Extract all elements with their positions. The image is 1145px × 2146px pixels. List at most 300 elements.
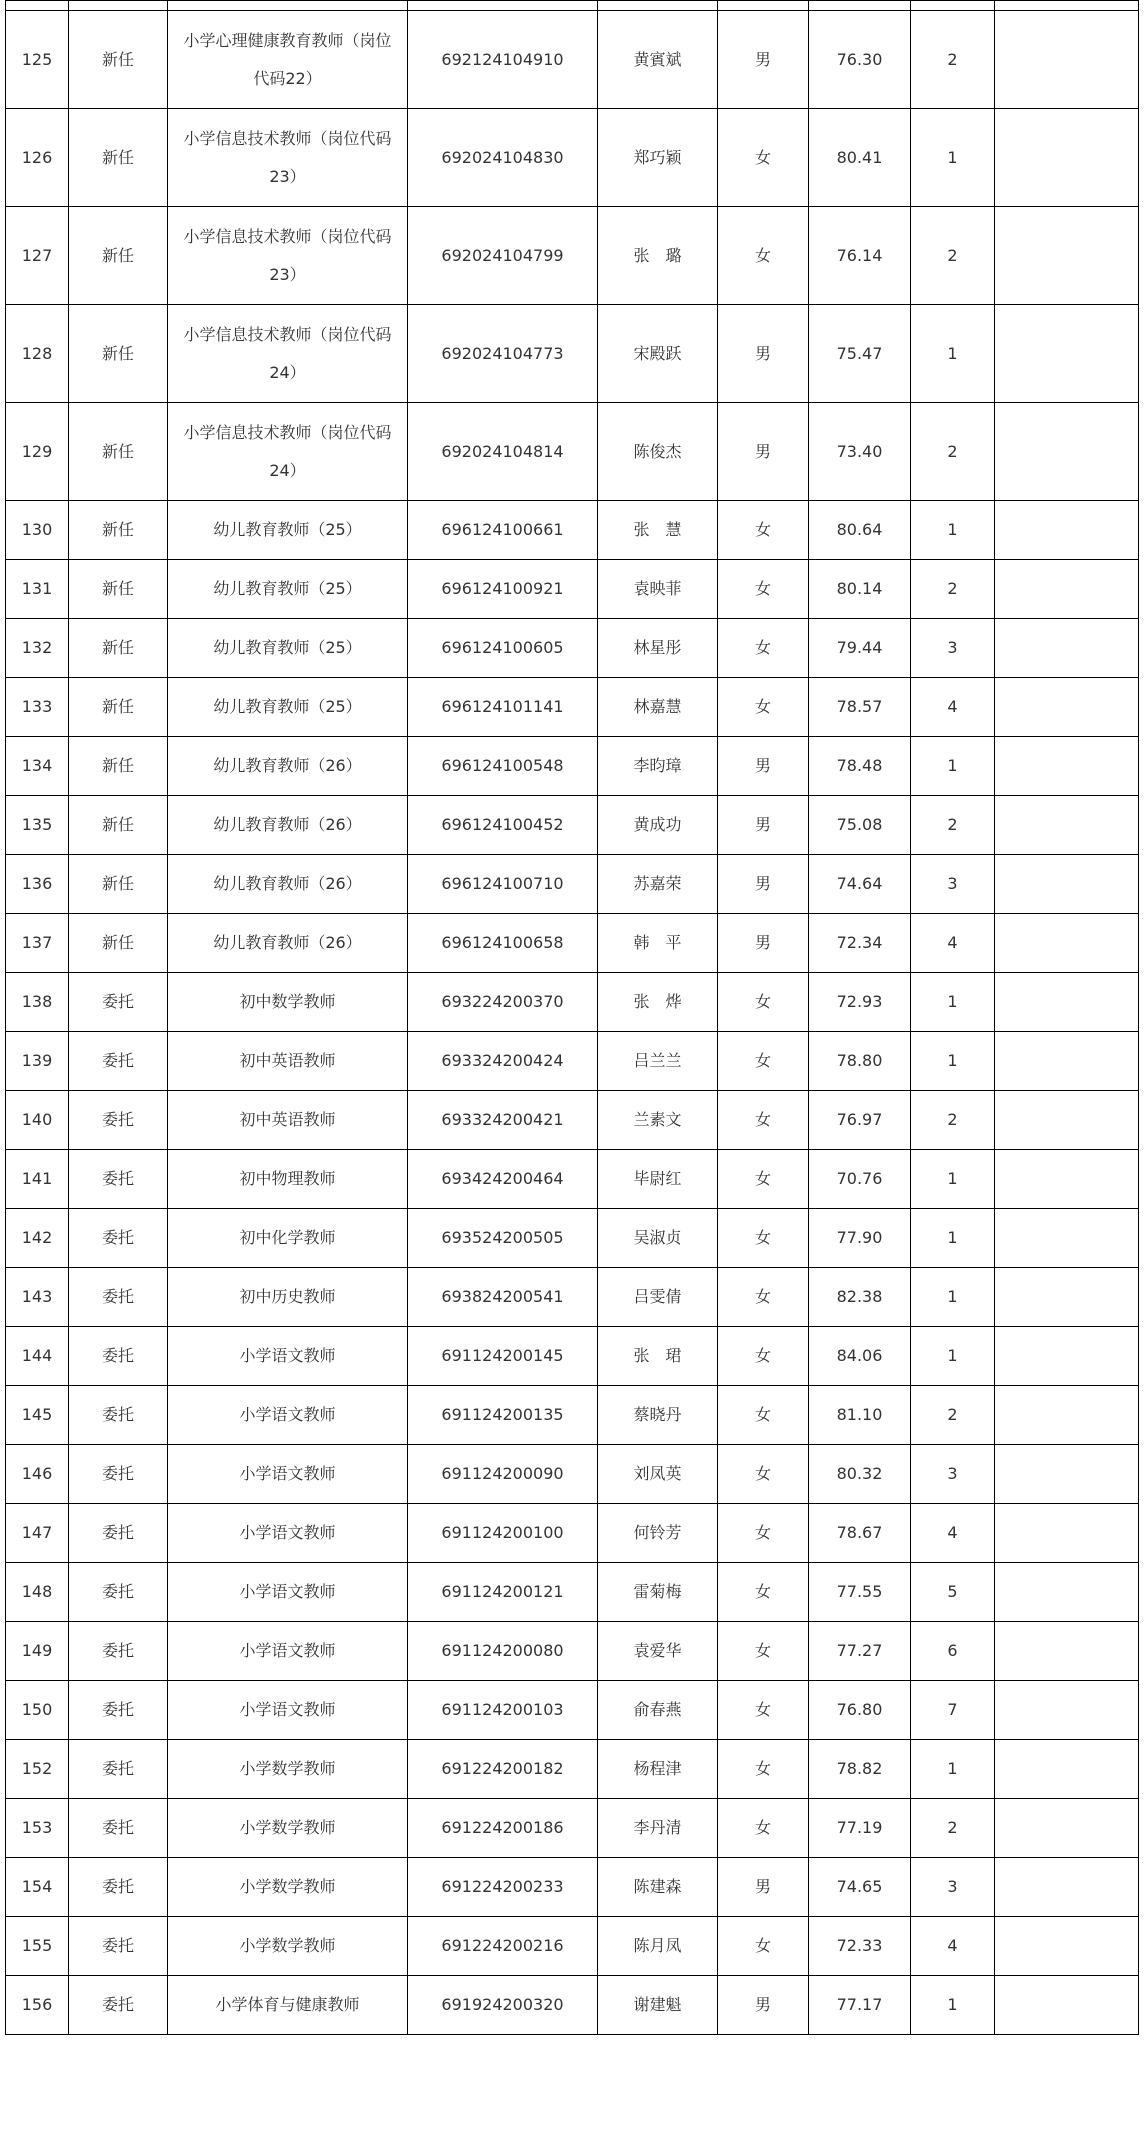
cell-recruit-type: 新任 [69,109,168,207]
cell-rank: 2 [911,1386,995,1445]
cell-recruit-type: 委托 [69,1268,168,1327]
cell-rank: 1 [911,1740,995,1799]
cell-exam-number: 693324200421 [408,1091,598,1150]
cell-gender: 男 [718,796,809,855]
cell-recruit-type: 委托 [69,1091,168,1150]
table-row [6,1150,1139,1209]
cell-rank: 1 [911,501,995,560]
cell-rank: 5 [911,1563,995,1622]
cell-candidate-name: 宋殿跃 [598,305,718,403]
cell-recruit-type: 新任 [69,855,168,914]
cell-rank: 1 [911,973,995,1032]
cell-serial-number: 149 [6,1622,69,1681]
cell-recruit-type: 新任 [69,207,168,305]
table-row [6,619,1139,678]
cell-exam-number: 693324200424 [408,1032,598,1091]
cell-rank: 1 [911,1327,995,1386]
cell-serial-number: 146 [6,1445,69,1504]
cell-recruit-type: 委托 [69,1150,168,1209]
table-row [6,1917,1139,1976]
cell-gender: 女 [718,1268,809,1327]
cell-post-name: 小学语文教师 [168,1622,408,1681]
cell-remark [995,796,1139,855]
cell-remark [995,1327,1139,1386]
cell-rank: 1 [911,737,995,796]
cell-candidate-name: 谢建魁 [598,1976,718,2035]
table-row [6,737,1139,796]
cell-gender: 男 [718,914,809,973]
cell-rank: 2 [911,1799,995,1858]
cell-rank: 1 [911,109,995,207]
cell-post-name: 初中化学教师 [168,1209,408,1268]
cell-exam-number: 696124101141 [408,678,598,737]
cell-rank: 6 [911,1622,995,1681]
cell-total-score: 76.80 [809,1681,911,1740]
cell-serial-number: 145 [6,1386,69,1445]
cell-rank: 2 [911,560,995,619]
cell-exam-number: 696124100710 [408,855,598,914]
cell-gender: 男 [718,1858,809,1917]
cell-total-score: 78.48 [809,737,911,796]
cell-gender: 女 [718,207,809,305]
cell-serial-number: 139 [6,1032,69,1091]
cell-candidate-name: 毕尉红 [598,1150,718,1209]
cell-gender: 女 [718,109,809,207]
cell-total-score: 74.65 [809,1858,911,1917]
cell-gender: 女 [718,1563,809,1622]
cell-serial-number: 155 [6,1917,69,1976]
cell-remark [995,1622,1139,1681]
cell-post-name: 小学语文教师 [168,1681,408,1740]
cell-recruit-type: 新任 [69,796,168,855]
table-row [6,1445,1139,1504]
table-row [6,1091,1139,1150]
cell-candidate-name: 吕兰兰 [598,1032,718,1091]
cell-rank: 2 [911,11,995,109]
table-row [6,1563,1139,1622]
cell-post-name: 小学信息技术教师（岗位代码24） [168,305,408,403]
cell-candidate-name: 兰素文 [598,1091,718,1150]
cell-recruit-type: 委托 [69,1622,168,1681]
table-row [6,11,1139,109]
cell-exam-number: 693524200505 [408,1209,598,1268]
cell-remark [995,1976,1139,2035]
cell-remark [995,109,1139,207]
cell-recruit-type: 新任 [69,403,168,501]
cell-rank: 1 [911,1032,995,1091]
cell-exam-number: 691124200135 [408,1386,598,1445]
cell-serial-number: 129 [6,403,69,501]
cell-exam-number: 691224200233 [408,1858,598,1917]
table-row [6,855,1139,914]
cell-remark [995,1445,1139,1504]
cell-serial-number: 142 [6,1209,69,1268]
cell-serial-number: 134 [6,737,69,796]
cell-total-score: 72.93 [809,973,911,1032]
cell-candidate-name: 黄成功 [598,796,718,855]
cell-rank: 2 [911,1091,995,1150]
cell-gender: 男 [718,737,809,796]
results-table [5,0,1139,2035]
cell-total-score: 84.06 [809,1327,911,1386]
cell-candidate-name: 张 珺 [598,1327,718,1386]
cell-serial-number: 125 [6,11,69,109]
cell-rank: 3 [911,855,995,914]
table-row [6,1032,1139,1091]
cell-gender: 男 [718,11,809,109]
cell-serial-number: 132 [6,619,69,678]
table-row-cut-off [6,1,1139,11]
cell-gender: 女 [718,1327,809,1386]
cell-recruit-type: 委托 [69,1563,168,1622]
cell-candidate-name: 吕雯倩 [598,1268,718,1327]
cell-post-name: 幼儿教育教师（26） [168,855,408,914]
cell-total-score: 77.55 [809,1563,911,1622]
cell-recruit-type: 新任 [69,737,168,796]
cell-serial-number: 143 [6,1268,69,1327]
cell-exam-number: 691224200182 [408,1740,598,1799]
cell-serial-number: 152 [6,1740,69,1799]
cell-serial-number: 130 [6,501,69,560]
cell-candidate-name: 张 烨 [598,973,718,1032]
table-row [6,1681,1139,1740]
cell-total-score: 79.44 [809,619,911,678]
cell-total-score: 78.82 [809,1740,911,1799]
cell-rank: 2 [911,796,995,855]
cell-total-score: 77.27 [809,1622,911,1681]
cell-remark [995,11,1139,109]
table-row [6,1799,1139,1858]
cell-recruit-type: 新任 [69,914,168,973]
cell-remark [995,1386,1139,1445]
cell-serial-number: 128 [6,305,69,403]
cell-exam-number: 691124200080 [408,1622,598,1681]
cell-exam-number: 696124100921 [408,560,598,619]
cell-remark [995,560,1139,619]
cell-post-name: 小学数学教师 [168,1740,408,1799]
cell-exam-number: 696124100605 [408,619,598,678]
cell-serial-number: 136 [6,855,69,914]
cell-recruit-type: 新任 [69,560,168,619]
cell-post-name: 初中数学教师 [168,973,408,1032]
cell-serial-number: 135 [6,796,69,855]
cell-serial-number: 147 [6,1504,69,1563]
cell-candidate-name: 蔡晓丹 [598,1386,718,1445]
cell-recruit-type: 委托 [69,1976,168,2035]
cell-post-name: 小学数学教师 [168,1799,408,1858]
cell-total-score: 73.40 [809,403,911,501]
cell-total-score: 75.08 [809,796,911,855]
cell-exam-number: 696124100452 [408,796,598,855]
cell-gender: 女 [718,973,809,1032]
cell-remark [995,1858,1139,1917]
cell-total-score: 80.32 [809,1445,911,1504]
cell-candidate-name: 郑巧颖 [598,109,718,207]
cell-recruit-type: 委托 [69,1681,168,1740]
cell-exam-number: 692024104830 [408,109,598,207]
cell-candidate-name: 俞春燕 [598,1681,718,1740]
cell-gender: 女 [718,560,809,619]
cell-serial-number: 126 [6,109,69,207]
table-row [6,1504,1139,1563]
cell-post-name: 小学语文教师 [168,1504,408,1563]
table-row [6,1976,1139,2035]
cell-total-score: 76.30 [809,11,911,109]
cell-exam-number: 693424200464 [408,1150,598,1209]
cell-post-name: 小学数学教师 [168,1917,408,1976]
cell-post-name: 初中英语教师 [168,1091,408,1150]
cell-total-score: 72.34 [809,914,911,973]
cell-rank: 2 [911,207,995,305]
table-row [6,1858,1139,1917]
cell-recruit-type: 委托 [69,1386,168,1445]
cell-candidate-name: 袁映菲 [598,560,718,619]
table-row [6,109,1139,207]
table-row [6,403,1139,501]
cell-post-name: 小学语文教师 [168,1445,408,1504]
cell-serial-number: 153 [6,1799,69,1858]
cell-rank: 1 [911,1150,995,1209]
cell-recruit-type: 新任 [69,501,168,560]
cell-rank: 4 [911,1917,995,1976]
cell-exam-number: 691124200121 [408,1563,598,1622]
cell-candidate-name: 苏嘉荣 [598,855,718,914]
cell-recruit-type: 新任 [69,678,168,737]
cell-candidate-name: 李昀璋 [598,737,718,796]
cell-candidate-name: 张 璐 [598,207,718,305]
cell-remark [995,1150,1139,1209]
cell-post-name: 小学信息技术教师（岗位代码23） [168,109,408,207]
cell-remark [995,403,1139,501]
cell-gender: 女 [718,501,809,560]
cell-post-name: 幼儿教育教师（26） [168,737,408,796]
cell-serial-number: 137 [6,914,69,973]
cell-total-score: 76.14 [809,207,911,305]
cell-rank: 2 [911,403,995,501]
cell-exam-number: 691924200320 [408,1976,598,2035]
cell-exam-number: 691124200103 [408,1681,598,1740]
table-row [6,1386,1139,1445]
cell-candidate-name: 刘凤英 [598,1445,718,1504]
cell-rank: 3 [911,619,995,678]
cell-rank: 4 [911,1504,995,1563]
table-row [6,1740,1139,1799]
cell-remark [995,1091,1139,1150]
cell-recruit-type: 委托 [69,1858,168,1917]
cell-total-score: 81.10 [809,1386,911,1445]
cell-recruit-type: 委托 [69,1799,168,1858]
cell-post-name: 小学语文教师 [168,1386,408,1445]
cell-gender: 女 [718,619,809,678]
cell-candidate-name: 林星彤 [598,619,718,678]
cell-candidate-name: 何铃芳 [598,1504,718,1563]
cell-rank: 4 [911,678,995,737]
table-row [6,305,1139,403]
cell-exam-number: 692124104910 [408,11,598,109]
cell-exam-number: 696124100658 [408,914,598,973]
cell-serial-number: 138 [6,973,69,1032]
cell-remark [995,1032,1139,1091]
table-row [6,914,1139,973]
cell-post-name: 小学语文教师 [168,1327,408,1386]
table-row [6,560,1139,619]
table-row [6,1327,1139,1386]
cell-recruit-type: 委托 [69,973,168,1032]
cell-total-score: 78.67 [809,1504,911,1563]
cell-total-score: 74.64 [809,855,911,914]
cell-exam-number: 691124200090 [408,1445,598,1504]
cell-exam-number: 696124100661 [408,501,598,560]
cell-rank: 3 [911,1445,995,1504]
cell-total-score: 77.90 [809,1209,911,1268]
cell-remark [995,1563,1139,1622]
table-row [6,207,1139,305]
cell-serial-number: 131 [6,560,69,619]
cell-remark [995,1799,1139,1858]
cell-post-name: 初中英语教师 [168,1032,408,1091]
cell-total-score: 70.76 [809,1150,911,1209]
cell-exam-number: 692024104814 [408,403,598,501]
cell-total-score: 75.47 [809,305,911,403]
cell-recruit-type: 委托 [69,1445,168,1504]
cell-gender: 女 [718,1504,809,1563]
cell-total-score: 72.33 [809,1917,911,1976]
cell-exam-number: 692024104799 [408,207,598,305]
cell-gender: 女 [718,1091,809,1150]
cell-post-name: 小学信息技术教师（岗位代码24） [168,403,408,501]
cell-gender: 女 [718,1799,809,1858]
cell-remark [995,1209,1139,1268]
cell-recruit-type: 委托 [69,1209,168,1268]
cell-gender: 女 [718,1150,809,1209]
cell-remark [995,619,1139,678]
cell-remark [995,855,1139,914]
cell-gender: 女 [718,678,809,737]
cell-candidate-name: 陈建森 [598,1858,718,1917]
cell-rank: 7 [911,1681,995,1740]
cell-post-name: 幼儿教育教师（25） [168,560,408,619]
cell-remark [995,973,1139,1032]
cell-gender: 女 [718,1032,809,1091]
cell-serial-number: 154 [6,1858,69,1917]
cell-serial-number: 144 [6,1327,69,1386]
cell-serial-number: 141 [6,1150,69,1209]
cell-total-score: 82.38 [809,1268,911,1327]
cell-total-score: 78.80 [809,1032,911,1091]
cell-rank: 4 [911,914,995,973]
cell-exam-number: 693224200370 [408,973,598,1032]
cell-post-name: 幼儿教育教师（25） [168,501,408,560]
cell-exam-number: 691124200145 [408,1327,598,1386]
cell-post-name: 小学信息技术教师（岗位代码23） [168,207,408,305]
cell-exam-number: 692024104773 [408,305,598,403]
cell-gender: 女 [718,1622,809,1681]
table-row [6,1209,1139,1268]
table-row [6,1622,1139,1681]
cell-gender: 男 [718,305,809,403]
cell-post-name: 幼儿教育教师（26） [168,796,408,855]
table-row [6,973,1139,1032]
cell-post-name: 小学语文教师 [168,1563,408,1622]
cell-total-score: 80.41 [809,109,911,207]
table-row [6,1268,1139,1327]
cell-post-name: 小学数学教师 [168,1858,408,1917]
cell-post-name: 初中物理教师 [168,1150,408,1209]
cell-gender: 女 [718,1209,809,1268]
cell-post-name: 初中历史教师 [168,1268,408,1327]
cell-post-name: 小学心理健康教育教师（岗位代码22） [168,11,408,109]
cell-serial-number: 140 [6,1091,69,1150]
cell-candidate-name: 袁爱华 [598,1622,718,1681]
cell-candidate-name: 陈俊杰 [598,403,718,501]
cell-recruit-type: 新任 [69,305,168,403]
cell-remark [995,1917,1139,1976]
cell-rank: 1 [911,1268,995,1327]
cell-gender: 女 [718,1681,809,1740]
cell-candidate-name: 张 慧 [598,501,718,560]
cell-recruit-type: 委托 [69,1917,168,1976]
cell-candidate-name: 吴淑贞 [598,1209,718,1268]
cell-remark [995,501,1139,560]
cell-serial-number: 133 [6,678,69,737]
cell-candidate-name: 韩 平 [598,914,718,973]
cell-rank: 3 [911,1858,995,1917]
table-row [6,501,1139,560]
cell-total-score: 77.17 [809,1976,911,2035]
table-row [6,678,1139,737]
cell-gender: 女 [718,1740,809,1799]
cell-total-score: 78.57 [809,678,911,737]
cell-serial-number: 127 [6,207,69,305]
cell-serial-number: 148 [6,1563,69,1622]
cell-remark [995,305,1139,403]
cell-exam-number: 696124100548 [408,737,598,796]
cell-remark [995,737,1139,796]
cell-candidate-name: 雷菊梅 [598,1563,718,1622]
cell-exam-number: 691224200216 [408,1917,598,1976]
cell-exam-number: 691224200186 [408,1799,598,1858]
cell-remark [995,1268,1139,1327]
cell-gender: 男 [718,1976,809,2035]
cell-recruit-type: 新任 [69,619,168,678]
cell-remark [995,1681,1139,1740]
cell-post-name: 幼儿教育教师（25） [168,678,408,737]
cell-serial-number: 150 [6,1681,69,1740]
cell-exam-number: 691124200100 [408,1504,598,1563]
cell-remark [995,1740,1139,1799]
cell-recruit-type: 委托 [69,1327,168,1386]
cell-total-score: 77.19 [809,1799,911,1858]
cell-recruit-type: 委托 [69,1740,168,1799]
cell-serial-number: 156 [6,1976,69,2035]
cell-rank: 1 [911,1209,995,1268]
cell-remark [995,914,1139,973]
cell-total-score: 80.64 [809,501,911,560]
cell-candidate-name: 林嘉慧 [598,678,718,737]
cell-gender: 女 [718,1445,809,1504]
cell-remark [995,1504,1139,1563]
cell-candidate-name: 杨程津 [598,1740,718,1799]
cell-recruit-type: 新任 [69,11,168,109]
cell-gender: 男 [718,855,809,914]
cell-remark [995,678,1139,737]
table-body [6,1,1139,2035]
cell-candidate-name: 李丹清 [598,1799,718,1858]
cell-recruit-type: 委托 [69,1504,168,1563]
cell-exam-number: 693824200541 [408,1268,598,1327]
cell-post-name: 小学体育与健康教师 [168,1976,408,2035]
cell-gender: 男 [718,403,809,501]
